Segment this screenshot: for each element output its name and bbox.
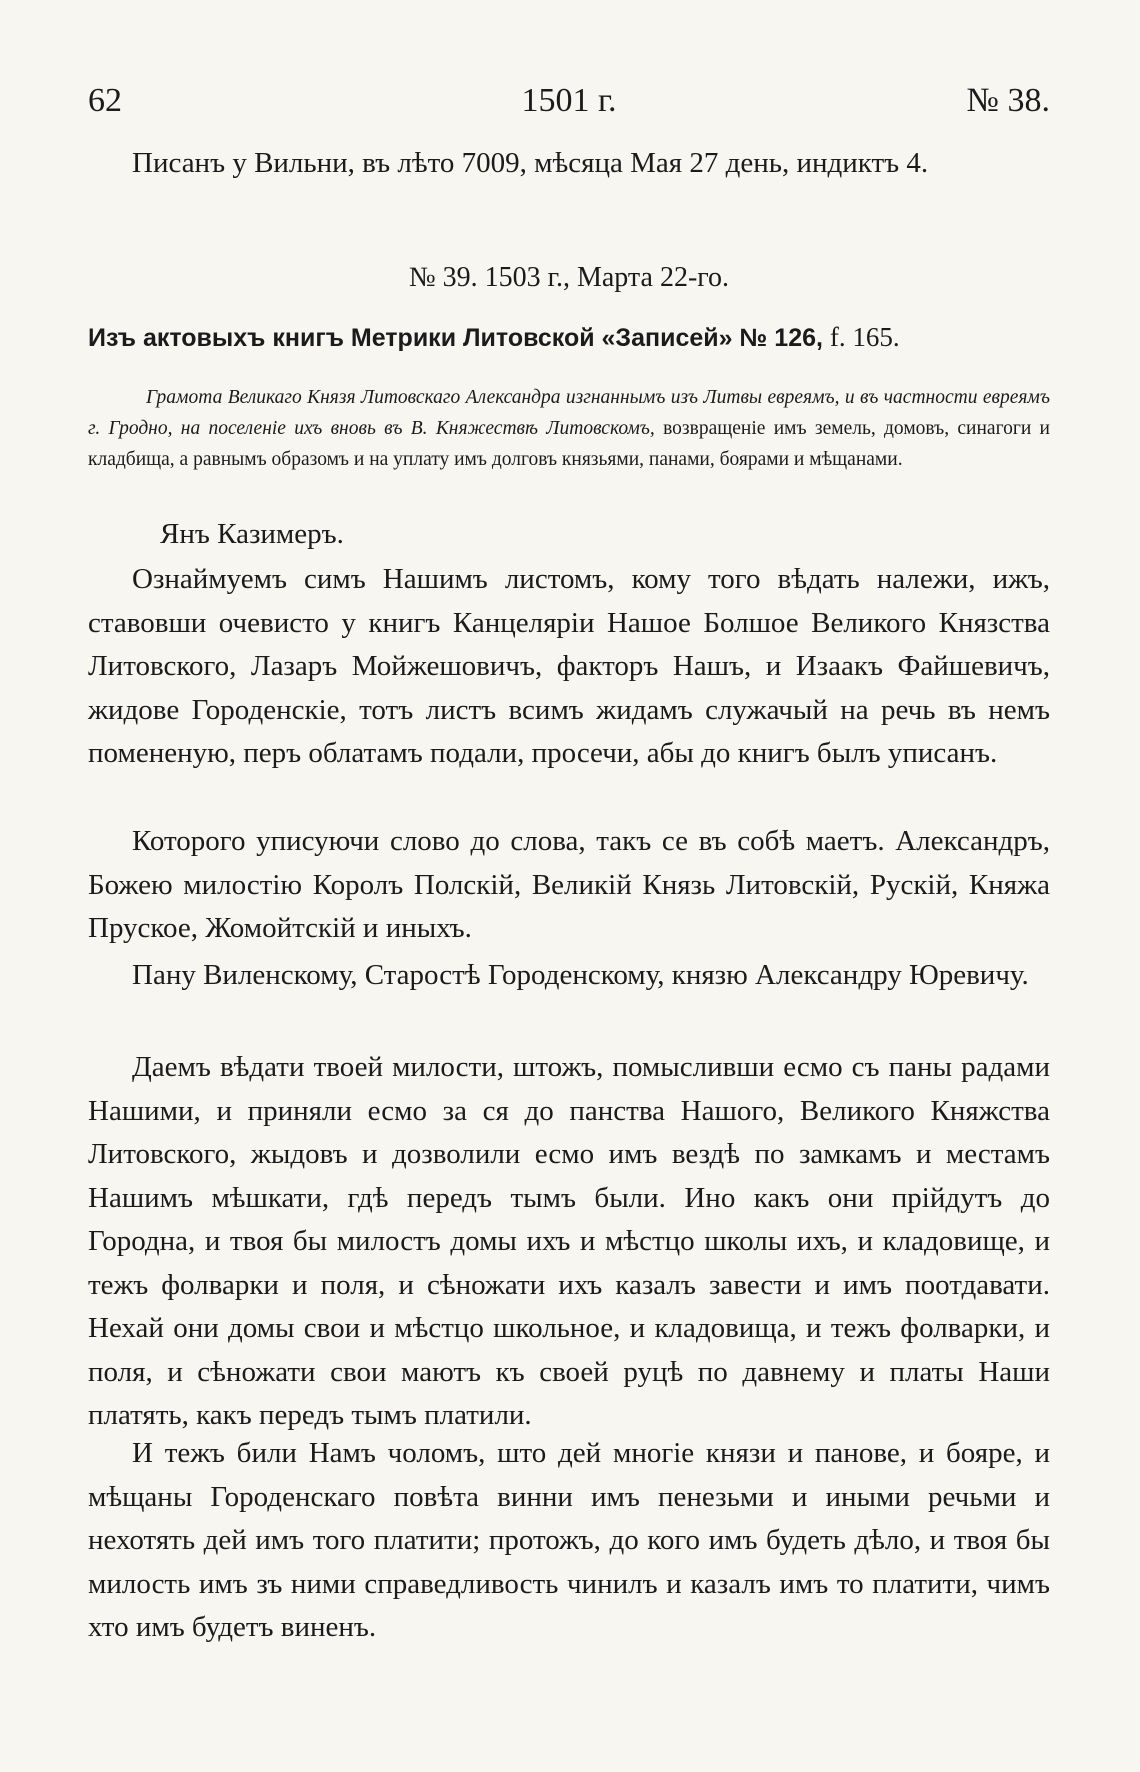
document-number-date: № 39. 1503 г., Марта 22-го. xyxy=(408,262,730,293)
paragraph-4: Даемъ вѣдати твоей милости, штожъ, помысливши есмо съ паны радами Нашими, и приняли есмо за ся до панства Нашого, Великого Княжства Литовского, жыдовъ и дозволили есмо имъ вездѣ по замкамъ и местамъ Нашимъ мѣшкати, гдѣ передъ тымъ были. Ино какъ они прійдутъ до Городна, и твоя бы милостъ домы ихъ и мѣстцо школы ихъ, и кладовище, и тежъ фолварки и поля, и сѣножати ихъ казалъ завести и имъ поотдавати. Нехай они домы свои и мѣстцо школьное, и кладовища, и тежъ фолварки, и поля, и сѣножати свои маютъ къ своей руцѣ по давнему и платы Наши платять, какъ передъ тымъ платили. xyxy=(88,1051,1050,1431)
running-header xyxy=(88,82,1050,132)
archival-source xyxy=(88,322,1050,353)
header-doc-number: № 38. xyxy=(966,82,1050,119)
paragraph-5: И тежъ били Намъ чоломъ, што дей многіе князи и панове, и бояре, и мѣщаны Городенскаго повѣта винни имъ пенезьми и иными речьми и нехотять дей имъ того платити; протожъ, до кого имъ будеть дѣло, и твоя бы милость имъ зъ ними справедливость чинилъ и казалъ имъ то платити, чимъ хто имъ будетъ виненъ. xyxy=(88,1437,1050,1643)
paragraph-2: Которого уписуючи слово до слова, такъ се въ собѣ маетъ. Александръ, Божею милостію Королъ Полскій, Великій Князь Литовскій, Рускій, Княжа Пруское, Жомойтскій и иныхъ. xyxy=(88,825,1050,944)
summary-plain: возвращеніе имъ земель, домовъ, синагоги и кладбища, а равнымъ образомъ и на уплату имъ долговъ князьями, панами, боярами и мѣщанами. xyxy=(88,418,1050,470)
previous-document-closing: Писанъ у Вильни, въ лѣто 7009, мѣсяца Мая 27 день, индиктъ 4. xyxy=(132,147,929,179)
page-number: 62 xyxy=(88,82,122,119)
source-title: Изъ актовыхъ книгъ Метрики Литовской «Записей» № 126, xyxy=(88,324,823,352)
summary-italic: Грамота Великаго Князя Литовскаго Александра изгнаннымъ изъ Литвы евреямъ, и въ частности евреямъ г. Гродно, на поселеніе ихъ вновь въ В. Княжествѣ Литовскомъ, xyxy=(88,387,1050,439)
paragraph-3: Пану Виленскому, Старостѣ Городенскому, князю Александру Юревичу. xyxy=(132,959,1029,991)
header-year: 1501 г. xyxy=(521,82,617,119)
paragraph-1: Ознаймуемъ симъ Нашимъ листомъ, кому того вѣдать належи, ижъ, ставовши очевисто у книгъ Канцеляріи Нашое Болшое Великого Князства Литовского, Лазаръ Мойжешовичъ, факторъ Нашъ, и Изаакъ Файшевичъ, жидове Городенскіе, тотъ листъ всимъ жидамъ служачый на речь въ немъ помененую, перъ облатамъ подали, просечи, абы до книгъ былъ уписанъ. xyxy=(88,563,1050,769)
document-summary xyxy=(88,382,1050,475)
source-folio: f. 165. xyxy=(829,322,900,352)
sovereign-name: Янъ Казимеръ. xyxy=(160,518,344,550)
